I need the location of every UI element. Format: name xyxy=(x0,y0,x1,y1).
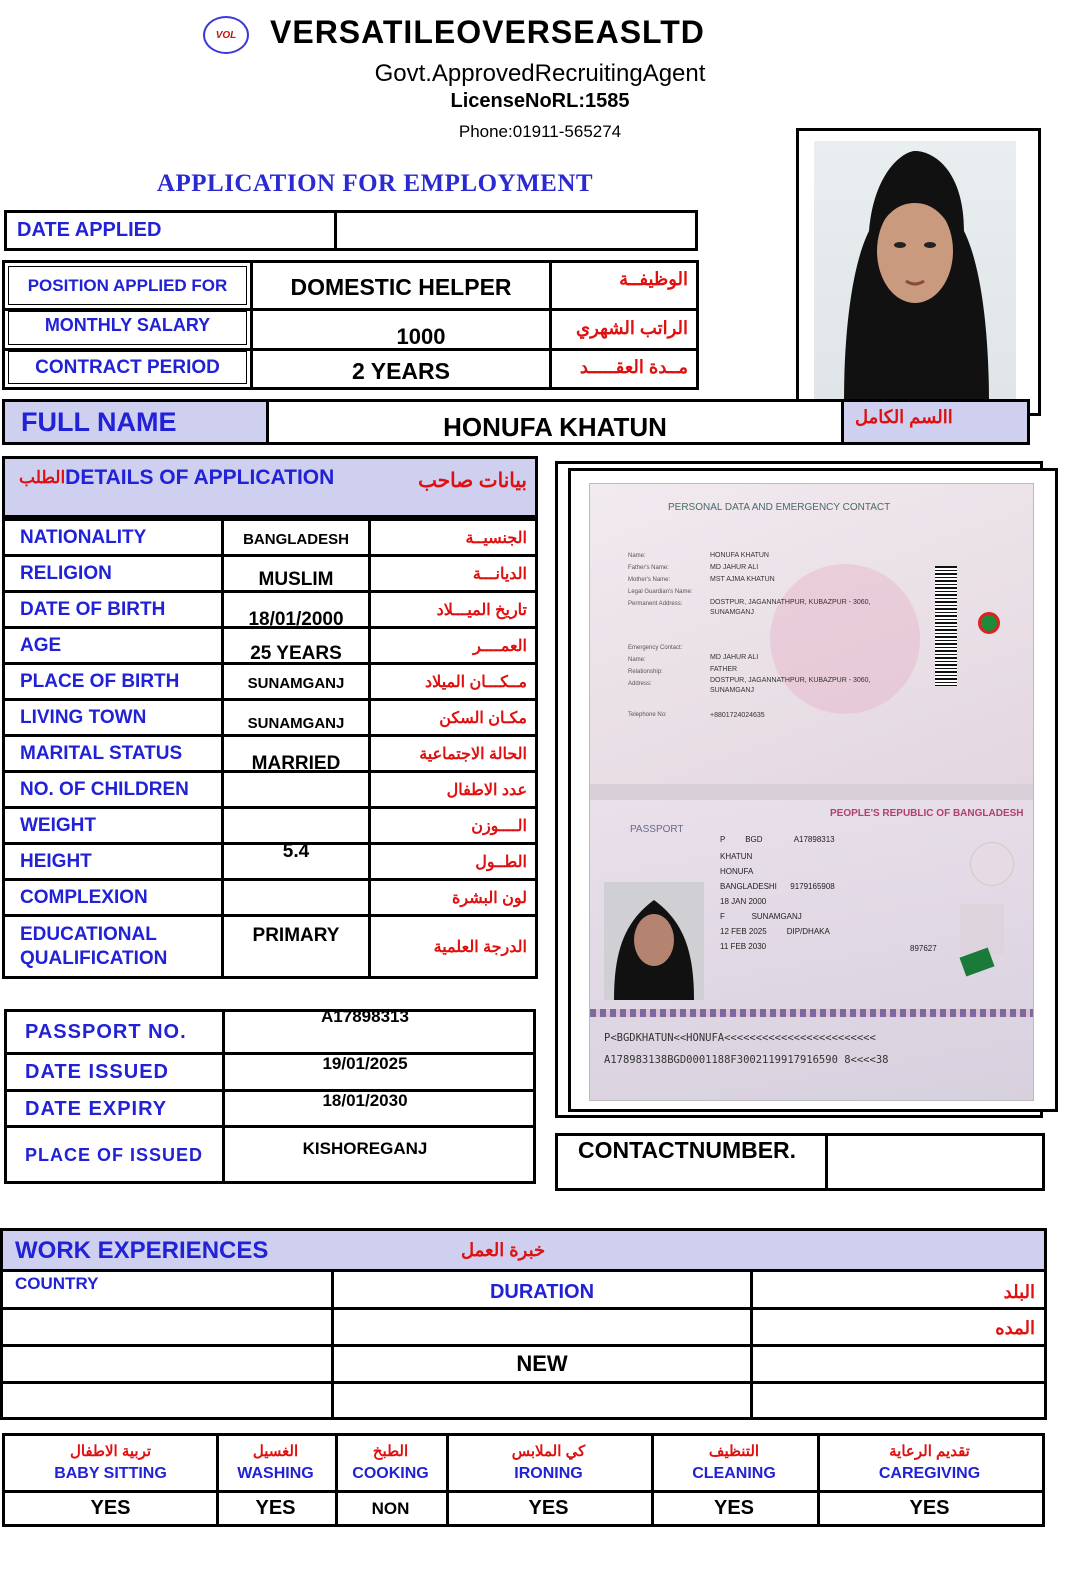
details-row-value[interactable] xyxy=(224,881,368,914)
details-row-arabic: الطــول xyxy=(475,853,527,871)
date-applied-row xyxy=(4,210,698,251)
details-row-arabic: لون البشرة xyxy=(452,889,527,907)
skill-label: BABY SITTING xyxy=(54,1465,167,1482)
skill-label: COOKING xyxy=(352,1465,429,1482)
work-country-arabic: البلد xyxy=(1003,1281,1035,1302)
passport-table xyxy=(4,1009,536,1184)
skill-value[interactable]: YES xyxy=(713,1497,755,1519)
work-col-duration: DURATION xyxy=(489,1280,595,1303)
details-row xyxy=(2,914,538,979)
skill-value[interactable]: NON xyxy=(371,1498,410,1518)
contract-value[interactable]: 2 YEARS xyxy=(351,357,450,384)
passport-row-label: DATE ISSUED xyxy=(25,1061,169,1083)
passport-row-label: PLACE OF ISSUED xyxy=(25,1144,204,1165)
scan-prev-no: 897627 xyxy=(910,944,937,953)
scan-doc-type: PASSPORT xyxy=(630,824,684,835)
company-subtitle: Govt.ApprovedRecruitingAgent xyxy=(374,60,706,87)
scan-country-heading: PEOPLE'S REPUBLIC OF BANGLADESH xyxy=(830,808,1024,819)
details-row xyxy=(2,698,538,737)
company-logo xyxy=(203,16,249,54)
scan-nationality: BANGLADESHI xyxy=(720,882,777,891)
scan-expiry-date: 11 FEB 2030 xyxy=(720,942,767,951)
scan-ghost-photo-2 xyxy=(960,904,1004,954)
details-row-label: COMPLEXION xyxy=(20,886,148,908)
date-applied-value[interactable] xyxy=(342,213,692,248)
full-name-row xyxy=(2,399,1030,445)
details-row-label: PLACE OF BIRTH xyxy=(20,670,180,692)
contract-arabic: مــدة العقـــــد xyxy=(579,357,688,377)
work-duration-arabic: المده xyxy=(995,1317,1035,1338)
skill-value[interactable]: YES xyxy=(909,1497,950,1519)
skill-value[interactable]: YES xyxy=(90,1497,131,1519)
scan-emergency-name: MD JAHUR ALI xyxy=(710,654,759,661)
details-row-value[interactable]: SUNAMGANJ xyxy=(247,715,345,732)
scan-address: DOSTPUR, JAGANNATHPUR, KUBAZPUR - 3060, SUNAMGANJ xyxy=(710,599,871,616)
details-row-label: AGE xyxy=(20,634,62,656)
details-row xyxy=(2,878,538,917)
details-row xyxy=(2,518,538,557)
work-title-arabic: خبرة العمل xyxy=(461,1239,546,1260)
skill-value[interactable]: YES xyxy=(528,1497,569,1519)
skill-value[interactable]: YES xyxy=(255,1497,296,1519)
passport-row xyxy=(4,1125,536,1184)
scan-barcode xyxy=(935,566,957,686)
details-row-label: HEIGHT xyxy=(20,850,92,872)
skills-table xyxy=(2,1433,1045,1527)
details-row-label: NATIONALITY xyxy=(20,526,147,548)
details-row-value[interactable]: SUNAMGANJ xyxy=(247,675,345,692)
details-row-arabic: الديانـــة xyxy=(472,565,527,583)
details-row-value[interactable]: 25 YEARS xyxy=(250,642,342,664)
skill-label: WASHING xyxy=(237,1465,314,1482)
details-row-value[interactable]: MUSLIM xyxy=(258,568,334,590)
details-row-label: EDUCATIONAL QUALIFICATION xyxy=(20,923,168,969)
details-row xyxy=(2,770,538,809)
details-row-value[interactable]: BANGLADESH xyxy=(243,531,349,548)
details-row-arabic: الحالة الاجتماعية xyxy=(419,745,527,763)
work-row-value[interactable]: NEW xyxy=(516,1351,568,1376)
details-row-value[interactable]: MARRIED xyxy=(251,752,341,774)
scan-dob: 18 JAN 2000 xyxy=(720,897,767,906)
bangladesh-emblem-icon xyxy=(978,612,1000,634)
applicant-photo xyxy=(814,141,1016,403)
salary-value[interactable]: 1000 xyxy=(396,324,446,349)
details-header xyxy=(2,456,538,518)
details-table xyxy=(2,518,538,976)
details-row-arabic: العمــــر xyxy=(473,637,527,655)
scan-passport-no: A17898313 xyxy=(793,835,835,844)
passport-row-value[interactable]: A17898313 xyxy=(321,1007,409,1026)
contact-number-value[interactable] xyxy=(833,1136,1033,1188)
scan-name: HONUFA KHATUN xyxy=(710,552,769,559)
details-row-arabic: الجنسيــة xyxy=(465,529,527,547)
passport-scan-frame xyxy=(568,468,1058,1112)
details-header-arabic-left: الطلب xyxy=(19,468,66,487)
scan-ghost-photo xyxy=(970,842,1014,886)
scan-personal-no: 9179165908 xyxy=(790,882,835,891)
details-header-label: DETAILS OF APPLICATION xyxy=(65,466,335,489)
passport-row-label: PASSPORT NO. xyxy=(25,1021,187,1043)
work-col-country: COUNTRY xyxy=(15,1274,99,1293)
full-name-label: FULL NAME xyxy=(21,406,177,437)
skill-arabic: تربية الاطفال xyxy=(69,1443,152,1460)
scan-telephone: +8801724024635 xyxy=(710,712,765,719)
details-row-label: NO. OF CHILDREN xyxy=(20,778,189,800)
details-row-arabic: مكـان السكن xyxy=(439,709,527,727)
job-table xyxy=(2,260,699,390)
details-row-arabic: الــــوزن xyxy=(471,817,527,835)
skill-arabic: الغسيل xyxy=(252,1443,299,1460)
details-row xyxy=(2,662,538,701)
details-row-arabic: الدرجة العلمية xyxy=(433,938,527,956)
salary-label: MONTHLY SALARY xyxy=(44,315,211,335)
contact-number-label: CONTACTNUMBER. xyxy=(578,1136,797,1163)
skill-arabic: الطبخ xyxy=(372,1443,409,1460)
contract-label: CONTRACT PERIOD xyxy=(35,356,220,378)
details-row xyxy=(2,842,538,881)
passport-row-value[interactable]: 19/01/2025 xyxy=(322,1054,408,1073)
scan-surname: KHATUN xyxy=(720,852,753,861)
scan-father: MD JAHUR ALI xyxy=(710,564,759,571)
scan-given-name: HONUFA xyxy=(720,867,754,876)
applicant-photo-frame xyxy=(796,128,1041,416)
details-row xyxy=(2,590,538,629)
work-title: WORK EXPERIENCES xyxy=(15,1237,269,1264)
scan-place-of-birth: SUNAMGANJ xyxy=(751,912,802,921)
details-row-arabic: عدد الاطفال xyxy=(446,781,527,799)
skill-arabic: تقديم الرعاية xyxy=(889,1443,970,1460)
details-row-value[interactable]: 5.4 xyxy=(282,840,310,862)
passport-row-value[interactable]: 18/01/2030 xyxy=(322,1091,408,1110)
scan-data-heading: PERSONAL DATA AND EMERGENCY CONTACT xyxy=(668,502,891,513)
form-title: APPLICATION FOR EMPLOYMENT xyxy=(156,170,594,197)
company-name: VERSATILEOVERSEASLTD xyxy=(270,14,705,50)
details-row xyxy=(2,626,538,665)
details-row-label: RELIGION xyxy=(20,562,112,584)
scan-mother: MST AJMA KHATUN xyxy=(710,576,775,583)
scan-owner-photo xyxy=(604,882,704,1000)
scan-mrz-line-2: A178983138BGD0001188F3002119917916590 8<<<<38 xyxy=(604,1054,889,1066)
skill-arabic: التنظيف xyxy=(708,1443,760,1460)
scan-code: BGD xyxy=(745,835,763,844)
details-header-arabic-right: بيانات صاحب xyxy=(418,469,527,492)
date-applied-label: DATE APPLIED xyxy=(17,219,162,241)
scan-type: P xyxy=(720,835,726,844)
passport-row-label: DATE EXPIRY xyxy=(25,1097,168,1120)
skill-arabic: كي الملابس xyxy=(511,1443,586,1460)
position-arabic: الوظيفــة xyxy=(619,268,688,289)
details-row-arabic: مــكـــان الميلاد xyxy=(425,673,527,691)
details-row xyxy=(2,734,538,773)
details-row-label: MARITAL STATUS xyxy=(20,742,183,764)
scan-sex: F xyxy=(720,912,725,921)
details-row-label: DATE OF BIRTH xyxy=(20,598,166,620)
full-name-arabic: االسم الكامل xyxy=(855,406,953,427)
license-number: LicenseNoRL:1585 xyxy=(450,90,630,112)
details-row xyxy=(2,554,538,593)
skill-label: CLEANING xyxy=(692,1465,776,1482)
position-label: POSITION APPLIED FOR xyxy=(27,275,228,295)
details-row-value[interactable]: 18/01/2000 xyxy=(248,608,344,630)
skill-label: IRONING xyxy=(514,1465,583,1482)
passport-row-value[interactable]: KISHOREGANJ xyxy=(302,1138,428,1158)
position-value[interactable]: DOMESTIC HELPER xyxy=(290,273,512,300)
work-experience-table xyxy=(0,1228,1047,1420)
details-row-label: WEIGHT xyxy=(20,814,96,836)
scan-issue-date: 12 FEB 2025 xyxy=(720,927,767,936)
passport-scan-image: PERSONAL DATA AND EMERGENCY CONTACT Name: Father's Name: Mother's Name: Legal Guardian's Name: Permanent Address: HONUFA KHATUN MD JAHUR ALI MST AJMA KHATUN DOSTPUR, JAGANNATHPUR, KUBAZPUR - 3060, SUNAMGANJ Emergency Contact: Name: Relationship: Address: MD JAHUR ALI FATHER DOSTPUR, JAGANNATHPUR, KUBAZPUR - 3060, SUNAMGANJ Telephone No: +8801724024635 PEOPLE'S REPUBLIC OF BANGLADESH PASSPORT P BGD A17898313 KHATUN HONUFA BANGLADESHI 9179165908 18 JAN 2000 F SUNAMGANJ 12 FEB 2025 DIP/DHAKA 11 FEB 2030 897627 P<BGDKHATUN<<HONUFA<<<<<<<<<<<<<<<<<<<<<<<< A178983138BGD0001188F3002119917916590 8<<<<38 xyxy=(589,483,1034,1101)
contact-number-row xyxy=(555,1133,1045,1191)
details-row-arabic: تاريخ الميـــلاد xyxy=(436,601,527,619)
skill-label: CAREGIVING xyxy=(878,1465,981,1482)
scan-relationship: FATHER xyxy=(710,666,738,673)
details-row-value[interactable]: PRIMARY xyxy=(252,925,340,946)
details-row-label: LIVING TOWN xyxy=(20,706,147,728)
full-name-value[interactable]: HONUFA KHATUN xyxy=(443,411,667,442)
scan-authority: DIP/DHAKA xyxy=(786,927,830,936)
scan-mrz-line-1: P<BGDKHATUN<<HONUFA<<<<<<<<<<<<<<<<<<<<<<<< xyxy=(604,1032,876,1044)
scan-emergency-address: DOSTPUR, JAGANNATHPUR, KUBAZPUR - 3060, SUNAMGANJ xyxy=(710,677,871,694)
logo-text: VOL xyxy=(215,29,237,41)
phone-number: Phone:01911-565274 xyxy=(458,122,622,141)
salary-arabic: الراتب الشهري xyxy=(576,317,688,338)
